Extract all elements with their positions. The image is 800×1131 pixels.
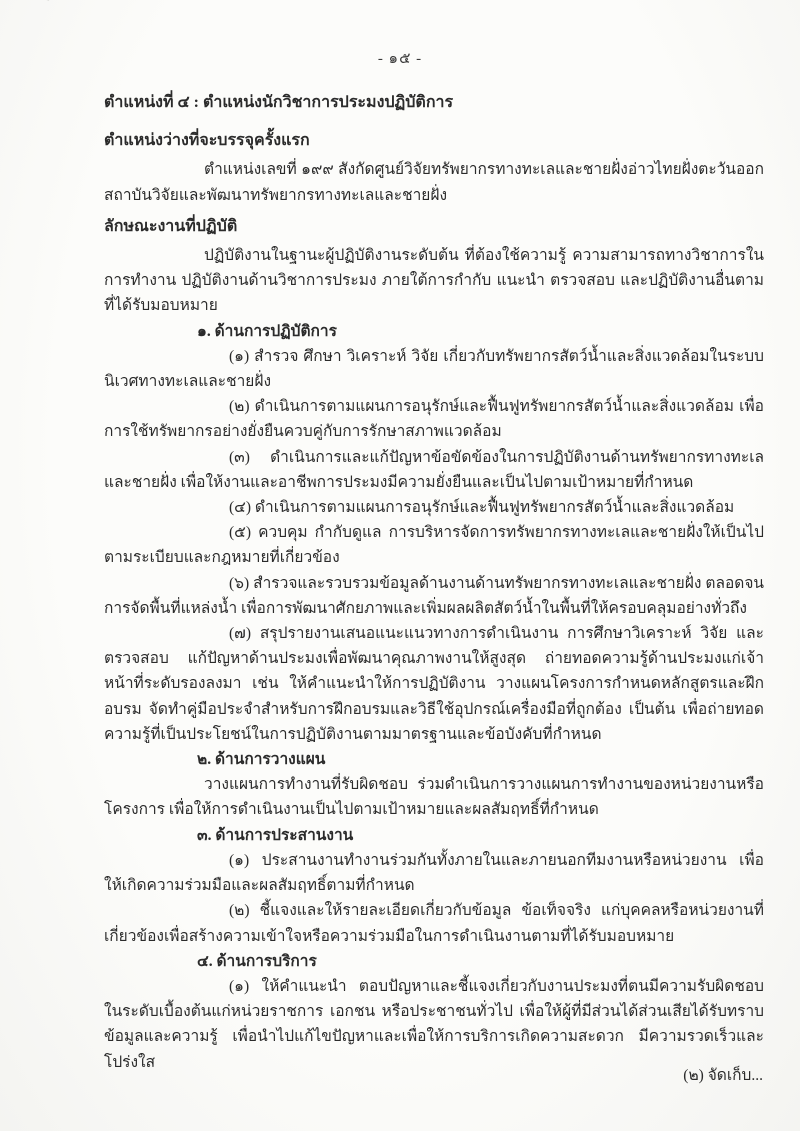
duty-group-1-item-7: (๗) สรุปรายงานเสนอแนะแนวทางการดำเนินงาน การศึกษาวิเคราะห์ วิจัย และตรวจสอบ แก้ปัญหาด้านประมงเพื่อพัฒนาคุณภาพงานให้สูงสุด ถ่ายทอดความรู้ด้านประมงแก่เจ้าหน้าที่ระดับรองลงมา เช่น ให้คำแนะนำให้การปฏิบัติงาน วางแผนโครงการกำหนดหลักสูตรและฝึกอบรม จัดทำคู่มือประจำสำหรับการฝึกอบรมและวิธีใช้อุปกรณ์เครื่องมือที่ถูกต้อง เป็นต้น เพื่อถ่ายทอดความรู้ที่เป็นประโยชน์ในการปฏิบัติงานตามมาตรฐานและข้อบังคับที่กำหนด <box>104 625 764 743</box>
position-title: ตำแหน่งที่ ๔ : ตำแหน่งนักวิชาการประมงปฏิบัติการ <box>104 94 454 111</box>
duty-group-3-item-2: (๒) ชี้แจงและให้รายละเอียดเกี่ยวกับข้อมูล ข้อเท็จจริง แก่บุคคลหรือหน่วยงานที่เกี่ยวข้องเพื่อสร้างความเข้าใจหรือความร่วมมือในการดำเนินงานตามที่ได้รับมอบหมาย <box>104 902 764 945</box>
vacancy-detail: ตำแหน่งเลขที่ ๑๙๙ สังกัดศูนย์วิจัยทรัพยากรทางทะเลและชายฝั่งอ่าวไทยฝั่งตะวันออก สถาบันวิจัยและพัฒนาทรัพยากรทางทะเลและชายฝั่ง <box>104 161 764 204</box>
duty-group-1-item-6: (๖) สำรวจและรวบรวมข้อมูลด้านงานด้านทรัพยากรทางทะเลและชายฝั่ง ตลอดจนการจัดพื้นที่แหล่งน้ำ เพื่อการพัฒนาศักยภาพและเพิ่มผลผลิตสัตว์น้ำในพื้นที่ให้ครอบคลุมอย่างทั่วถึง <box>104 574 764 617</box>
document-content <box>104 0 764 1075</box>
duty-group-2-item-1: วางแผนการทำงานที่รับผิดชอบ ร่วมดำเนินการวางแผนการทำงานของหน่วยงานหรือโครงการ เพื่อให้การดำเนินงานเป็นไปตามเป้าหมายและผลสัมฤทธิ์ที่กำหนด <box>104 776 764 819</box>
duty-group-1-item-3: (๓) ดำเนินการและแก้ปัญหาข้อขัดข้องในการปฏิบัติงานด้านทรัพยากรทางทะเลและชายฝั่ง เพื่อให้งานและอาชีพการประมงมีความยั่งยืนและเป็นไปตามเป้าหมายที่กำหนด <box>104 448 764 491</box>
duty-group-3-item-1: (๑) ประสานงานทำงานร่วมกันทั้งภายในและภายนอกทีมงานหรือหน่วยงาน เพื่อให้เกิดความร่วมมือและผลสัมฤทธิ์ตามที่กำหนด <box>104 851 764 895</box>
duty-group-4-item-1: (๑) ให้คำแนะนำ ตอบปัญหาและชี้แจงเกี่ยวกับงานประมงที่ตนมีความรับผิดชอบในระดับเบื้องต้นแก่หน่วยราชการ เอกชน หรือประชาชนทั่วไป เพื่อให้ผู้ที่มีส่วนได้ส่วนเสียได้รับทราบข้อมูลและความรู้ เพื่อนำไปแก้ไขปัญหาและเพื่อให้การบริการเกิดความสะดวก มีความรวดเร็วและโปร่งใส <box>104 977 764 1071</box>
page-number: - ๑๕ - <box>377 51 423 67</box>
duty-group-1-item-4: (๔) ดำเนินการตามแผนการอนุรักษ์และฟื้นฟูทรัพยากรสัตว์น้ำและสิ่งแวดล้อม <box>229 499 735 517</box>
duty-group-1-item-1: (๑) สำรวจ ศึกษา วิเคราะห์ วิจัย เกี่ยวกับทรัพยากรสัตว์น้ำและสิ่งแวดล้อมในระบบนิเวศทางทะเลและชายฝั่ง <box>104 347 764 391</box>
duty-group-1-heading: ๑. ด้านการปฏิบัติการ <box>197 322 337 340</box>
duty-group-1-item-2: (๒) ดำเนินการตามแผนการอนุรักษ์และฟื้นฟูทรัพยากรสัตว์น้ำและสิ่งแวดล้อม เพื่อการใช้ทรัพยากรอย่างยั่งยืนควบคู่กับการรักษาสภาพแวดล้อม <box>104 398 764 441</box>
duties-heading: ลักษณะงานที่ปฏิบัติ <box>104 217 238 235</box>
duty-group-1-item-5: (๕) ควบคุม กำกับดูแล การบริหารจัดการทรัพยากรทางทะเลและชายฝั่งให้เป็นไปตามระเบียบและกฎหมายที่เกี่ยวข้อง <box>104 524 764 567</box>
vacancy-heading: ตำแหน่งว่างที่จะบรรจุครั้งแรก <box>104 132 310 150</box>
continuation-note: (๒) จัดเก็บ... <box>683 1067 763 1084</box>
duties-intro: ปฏิบัติงานในฐานะผู้ปฏิบัติงานระดับต้น ที่ต้องใช้ความรู้ ความสามารถทางวิชาการในการทำงาน ปฏิบัติงานด้านวิชาการประมง ภายใต้การกำกับ แนะนำ ตรวจสอบ และปฏิบัติงานอื่นตามที่ได้รับมอบหมาย <box>104 247 764 315</box>
duty-group-4-heading: ๔. ด้านการบริการ <box>197 952 317 970</box>
duty-group-2-heading: ๒. ด้านการวางแผน <box>197 751 326 769</box>
scan-artifact <box>0 0 50 1</box>
duty-group-3-heading: ๓. ด้านการประสานงาน <box>197 826 354 844</box>
